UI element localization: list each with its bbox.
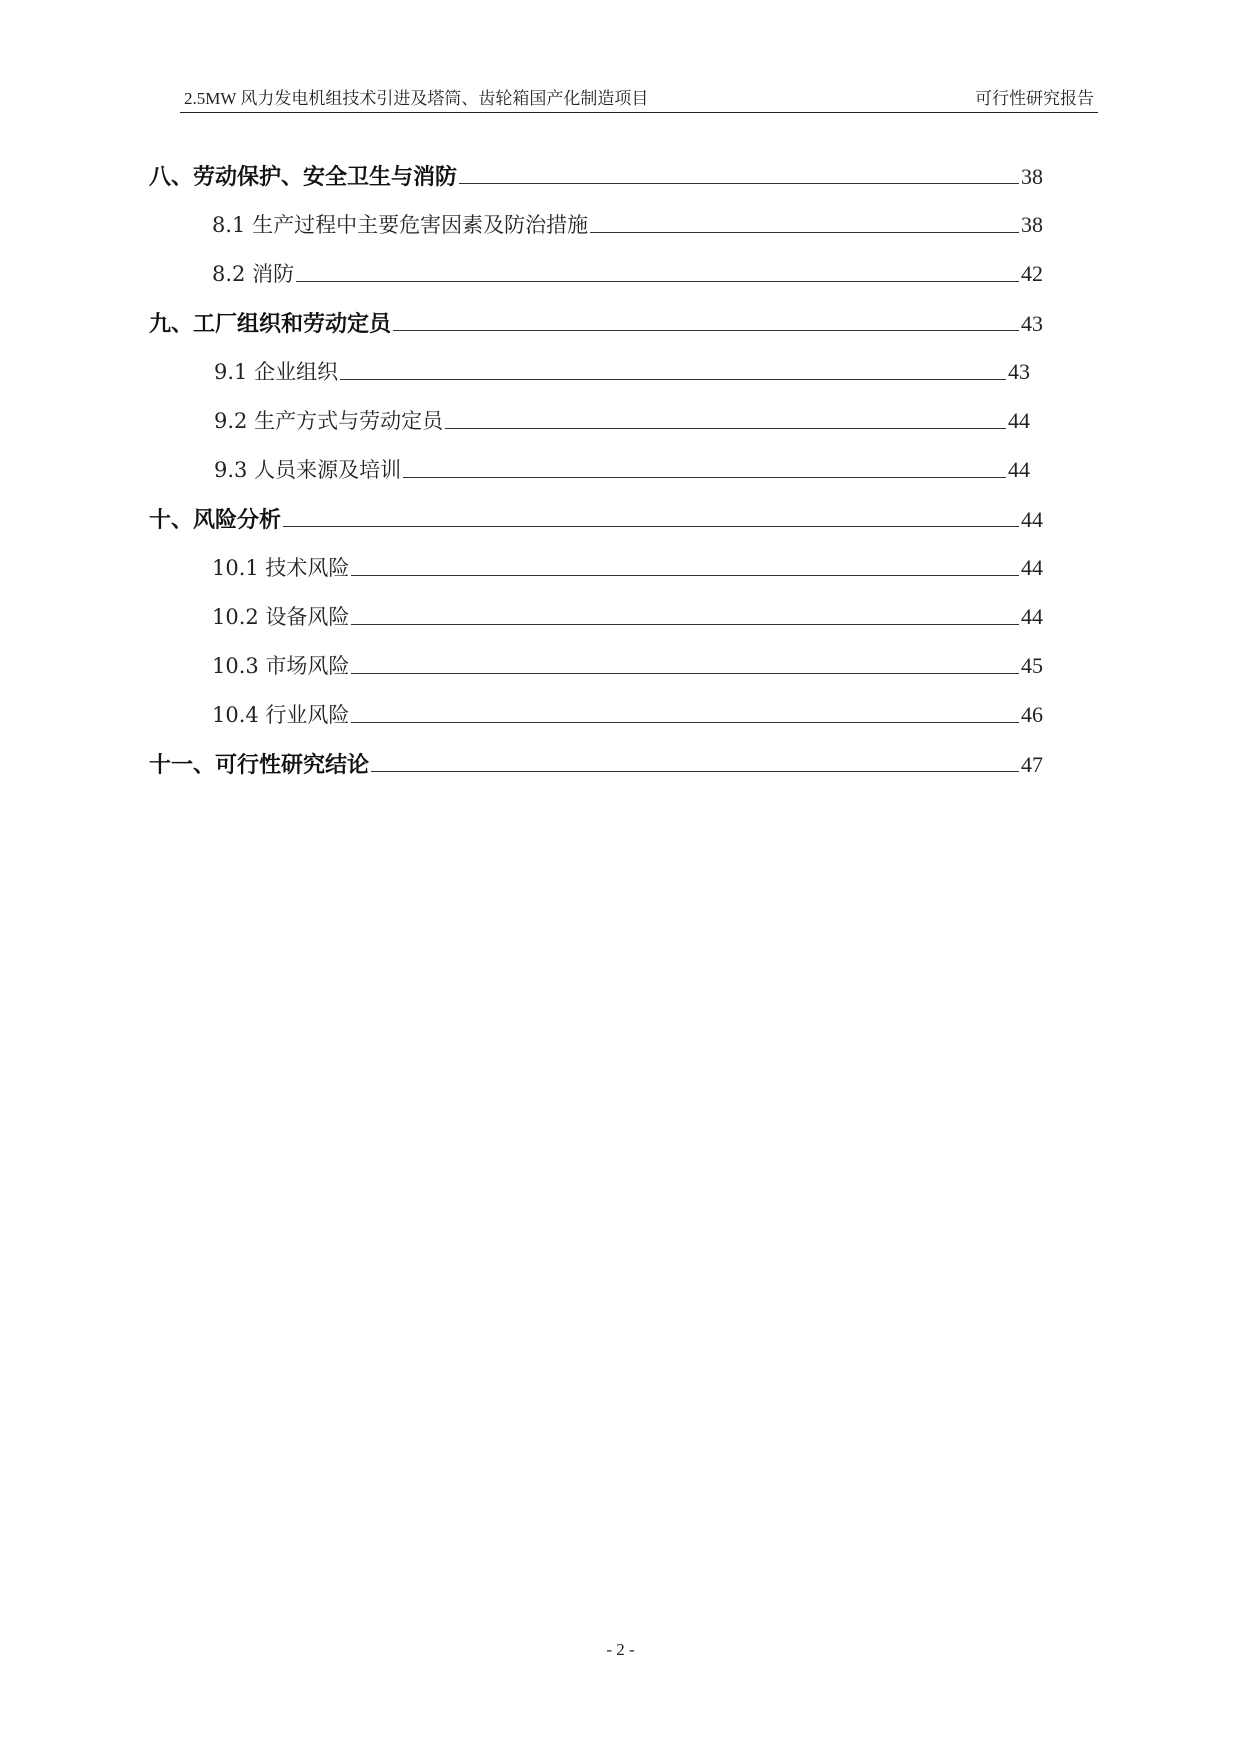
toc-entry-label: 八、劳动保护、安全卫生与消防 (149, 165, 458, 190)
toc-dot-leader (351, 575, 1019, 576)
toc-entry-label: 9.3 人员来源及培训 (214, 458, 402, 482)
toc-entry-label: 九、工厂组织和劳动定员 (149, 312, 392, 337)
toc-dot-leader (351, 624, 1019, 625)
toc-entry-8-1[interactable] (212, 209, 1043, 239)
toc-entry-page: 47 (1021, 752, 1043, 777)
toc-dot-leader (296, 281, 1019, 282)
toc-entry-9-3[interactable] (214, 454, 1030, 484)
toc-dot-leader (351, 673, 1019, 674)
toc-dot-leader (340, 379, 1006, 380)
toc-entry-page: 38 (1021, 212, 1043, 237)
toc-entry-label: 8.1 生产过程中主要危害因素及防治措施 (212, 213, 589, 237)
toc-entry-chapter-8[interactable] (149, 160, 1043, 190)
toc-dot-leader (590, 232, 1019, 233)
toc-entry-page: 44 (1008, 408, 1030, 433)
toc-entry-page: 44 (1021, 507, 1043, 532)
toc-entry-label: 10.2 设备风险 (212, 605, 350, 629)
header-project-title: 2.5MW 风力发电机组技术引进及塔筒、齿轮箱国产化制造项目 (184, 89, 649, 108)
toc-entry-page: 44 (1021, 555, 1043, 580)
toc-entry-label: 10.3 市场风险 (212, 654, 350, 678)
toc-entry-label: 十一、可行性研究结论 (149, 753, 370, 778)
toc-entry-page: 42 (1021, 261, 1043, 286)
toc-entry-10-1[interactable] (212, 552, 1043, 582)
toc-dot-leader (371, 771, 1019, 772)
toc-entry-label: 十、风险分析 (149, 508, 282, 533)
toc-entry-label: 10.4 行业风险 (212, 703, 350, 727)
toc-entry-page: 46 (1021, 702, 1043, 727)
toc-entry-10-3[interactable] (212, 650, 1043, 680)
toc-entry-9-1[interactable] (214, 356, 1030, 386)
header-report-type: 可行性研究报告 (975, 89, 1094, 108)
toc-entry-chapter-9[interactable] (149, 307, 1043, 337)
toc-entry-label: 9.2 生产方式与劳动定员 (214, 409, 444, 433)
toc-entry-label: 10.1 技术风险 (212, 556, 350, 580)
toc-entry-page: 38 (1021, 164, 1043, 189)
page-number: - 2 - (606, 1640, 635, 1659)
toc-entry-page: 43 (1021, 311, 1043, 336)
toc-entry-10-2[interactable] (212, 601, 1043, 631)
toc-entry-9-2[interactable] (214, 405, 1030, 435)
toc-entry-label: 9.1 企业组织 (214, 360, 339, 384)
toc-dot-leader (445, 428, 1006, 429)
page-header (180, 88, 1098, 113)
toc-dot-leader (351, 722, 1019, 723)
toc-entry-label: 8.2 消防 (212, 262, 295, 286)
toc-dot-leader (283, 526, 1019, 527)
toc-entry-page: 43 (1008, 359, 1030, 384)
toc-dot-leader (459, 183, 1019, 184)
toc-dot-leader (403, 477, 1006, 478)
toc-entry-page: 44 (1021, 604, 1043, 629)
toc-entry-page: 44 (1008, 457, 1030, 482)
toc-entry-page: 45 (1021, 653, 1043, 678)
toc-entry-chapter-11[interactable] (149, 748, 1043, 778)
toc-dot-leader (393, 330, 1019, 331)
toc-entry-chapter-10[interactable] (149, 503, 1043, 533)
toc-entry-8-2[interactable] (212, 258, 1043, 288)
toc-entry-10-4[interactable] (212, 699, 1043, 729)
